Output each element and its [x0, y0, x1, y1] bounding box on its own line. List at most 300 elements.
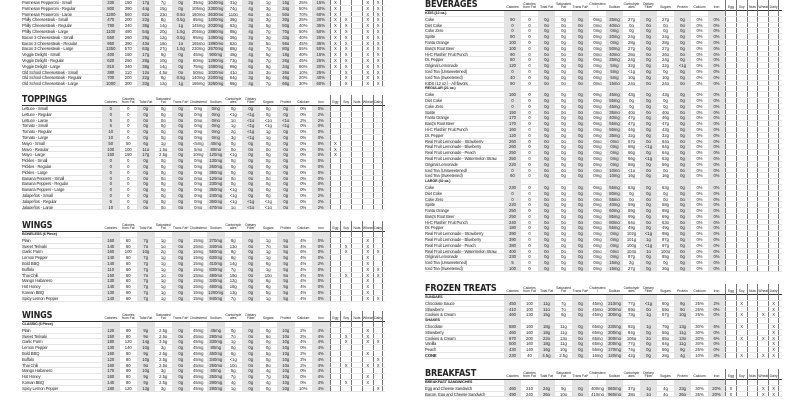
allergen-mark: [351, 261, 362, 266]
nutrient-value: 0g: [242, 351, 260, 356]
allergen-mark: [340, 193, 351, 198]
allergen-mark: [351, 6, 362, 11]
nutrient-value: 0g: [538, 28, 555, 33]
nutrient-value: 0g: [265, 175, 271, 181]
empty-cell: [572, 11, 589, 16]
empty-cell: [606, 11, 623, 16]
allergen-mark: [768, 249, 779, 254]
nutrient-value: 4g: [242, 29, 260, 34]
column-header: Calories from Fat: [523, 1, 536, 10]
nutrient-value: 150: [124, 152, 132, 158]
nutrient-value: 26g: [277, 58, 295, 63]
nutrient-value: 0g: [538, 17, 555, 22]
nutrient-value: 0g: [230, 106, 236, 111]
nutrient-value: 2g: [242, 0, 260, 5]
allergen-mark: [747, 237, 758, 242]
item-name: Barq's Root Beer: [425, 121, 455, 126]
nutrient-value: 0g: [137, 135, 155, 140]
allergen-mark: [747, 63, 758, 68]
nutrient-value: 250: [504, 150, 521, 155]
nutrient-value: 30%: [695, 329, 704, 335]
nutrient-value: 3250mg: [208, 81, 224, 86]
nutrient-value: 10mg: [606, 173, 623, 178]
empty-cell: [521, 11, 538, 16]
empty-cell: [555, 86, 572, 91]
nutrient-value: 0g: [674, 225, 691, 230]
allergen-mark: [736, 260, 747, 265]
nutrient-value: 0: [528, 51, 531, 57]
nutrient-value: 0g: [172, 123, 190, 128]
nutrient-value: 0: [504, 98, 521, 103]
nutrient-value: 7g: [137, 244, 155, 249]
column-header: Iron: [713, 374, 720, 379]
nutrient-value: 0: [528, 155, 531, 161]
nutrient-value: 0mg: [194, 192, 203, 198]
nutrient-value: 0g: [572, 69, 589, 74]
nutrient-value: 140: [124, 345, 132, 350]
nutrient-value: 0%: [708, 17, 725, 22]
nutrient-value: 2%: [300, 356, 307, 362]
nutrient-value: 500: [504, 341, 521, 346]
nutrient-value: 47g: [628, 115, 635, 121]
allergen-mark: [340, 6, 351, 11]
nutrient-value: 85g: [662, 254, 669, 260]
nutrient-value: 100: [504, 46, 521, 51]
nutrient-value: 0g: [277, 170, 295, 175]
allergen-mark: [351, 70, 362, 75]
nutrient-value: 0g: [674, 214, 691, 219]
nutrient-value: 950: [102, 41, 120, 46]
allergen-mark: [373, 374, 384, 379]
nutrient-value: 0g: [561, 39, 566, 45]
table-row: [22, 81, 385, 87]
column-header: Sodium: [608, 5, 621, 10]
nutrient-value: 35%: [312, 23, 330, 28]
nutrient-value: 0g: [561, 138, 566, 144]
nutrient-value: 150: [124, 0, 132, 5]
allergen-mark: [340, 345, 351, 350]
item-name: Real Fruit Lemonade - Strawberry: [425, 138, 484, 144]
allergen-mark: [736, 150, 747, 155]
nutrient-value: 66g: [277, 81, 295, 86]
allergen-mark: X: [340, 363, 351, 368]
allergen-mark: X: [330, 58, 341, 63]
table-row: [425, 392, 782, 398]
nutrient-value: 0g: [572, 115, 589, 120]
table-row: [22, 296, 385, 302]
nutrient-value: 0mg: [593, 266, 602, 271]
nutrient-value: 0g: [538, 63, 555, 68]
nutrient-value: 0g: [674, 208, 691, 213]
nutrient-value: 0mg: [593, 190, 602, 196]
nutrient-value: 0%: [300, 123, 307, 129]
allergen-mark: [757, 197, 768, 202]
allergen-mark: X: [768, 312, 779, 317]
nutrient-value: 0g: [640, 127, 657, 132]
column-header: Sodium: [210, 316, 222, 321]
allergen-mark: [362, 152, 373, 157]
nutrient-value: 10g: [277, 351, 295, 356]
empty-cell: [606, 318, 623, 323]
nutrient-value: 0g: [265, 327, 271, 333]
nutrient-value: 60%: [312, 12, 330, 17]
nutrient-value: 0%: [696, 63, 703, 68]
nutrient-value: 64g: [662, 150, 669, 155]
nutrient-value: 0mg: [194, 134, 203, 140]
empty-cell: [736, 179, 747, 184]
nutrient-value: <1g: [242, 129, 260, 134]
empty-cell: [747, 179, 758, 184]
allergen-mark: [736, 392, 747, 397]
nutrient-value: 7g: [137, 261, 155, 266]
nutrient-value: 1g: [265, 255, 271, 260]
allergen-mark: [747, 34, 758, 39]
allergen-mark: [757, 243, 768, 248]
nutrient-value: 0g: [242, 334, 260, 339]
column-header: Dairy: [373, 311, 384, 322]
nutrient-value: 0%: [696, 161, 703, 167]
allergen-mark: [747, 341, 758, 346]
item-name: Sweet Teriyaki: [22, 243, 47, 249]
allergen-mark: [725, 307, 736, 312]
nutrient-value: 0%: [708, 156, 725, 161]
allergen-mark: [340, 158, 351, 163]
nutrient-value: 9g: [674, 307, 691, 312]
nutrient-value: 0g: [572, 75, 589, 80]
empty-cell: [120, 322, 138, 327]
nutrient-value: 18g: [277, 52, 295, 57]
allergen-mark: X: [373, 64, 384, 69]
allergen-mark: [725, 75, 736, 80]
nutrient-value: 28g: [628, 39, 635, 45]
nutrient-value: 130mg: [207, 158, 225, 163]
allergen-mark: X: [373, 58, 384, 63]
nutrient-value: 4%: [312, 357, 330, 362]
nutrient-value: 0mg: [593, 103, 602, 109]
nutrient-value: 0g: [242, 141, 260, 146]
item-name: Korean BBQ: [22, 379, 45, 385]
nutrient-value: 24g: [662, 57, 669, 63]
nutrient-value: 55mg: [592, 347, 603, 352]
nutrient-value: 0g: [538, 121, 555, 126]
nutrient-value: 0g: [137, 129, 155, 134]
nutrient-value: 7g: [137, 255, 155, 260]
nutrient-value: 940mg: [207, 296, 225, 301]
nutrient-value: 0%: [696, 213, 703, 219]
allergen-mark: X: [330, 29, 341, 34]
allergen-mark: [736, 23, 747, 28]
allergen-mark: X: [373, 357, 384, 362]
nutrient-value: 38g: [628, 391, 635, 397]
nutrient-value: 28g: [662, 352, 669, 358]
empty-cell: [589, 295, 606, 300]
nutrient-value: 240: [504, 220, 521, 225]
empty-cell: [640, 380, 657, 385]
column-header: Trans Fat*: [572, 5, 589, 10]
nutrient-value: 0%: [708, 202, 725, 207]
allergen-mark: [757, 57, 768, 62]
nutrient-value: <1g: [242, 205, 260, 210]
nutrient-value: 58g: [628, 161, 635, 167]
nutrient-value: 1g: [160, 272, 166, 278]
nutrient-value: 27g: [628, 16, 635, 22]
empty-cell: [538, 380, 555, 385]
nutrient-value: 6g: [265, 278, 271, 284]
allergen-mark: [725, 63, 736, 68]
nutrient-value: 20mg: [606, 34, 623, 39]
nutrient-value: 17g: [137, 0, 155, 5]
nutrient-value: 12g: [159, 81, 167, 86]
empty-cell: [277, 232, 295, 237]
nutrient-value: 0%: [696, 39, 703, 45]
nutrient-value: 0mg: [593, 92, 602, 97]
nutrient-value: 38g: [137, 23, 155, 28]
allergen-mark: X: [340, 23, 351, 28]
allergen-mark: [768, 121, 779, 126]
column-header: Carbohydrates: [623, 1, 640, 10]
nutrient-value: 0g: [172, 170, 190, 175]
nutrient-value: 0: [528, 115, 531, 121]
allergen-mark: [768, 28, 779, 33]
allergen-mark: [747, 386, 758, 391]
nutrient-value: 0g: [538, 220, 555, 225]
allergen-mark: [373, 261, 384, 266]
nutrient-value: 15mg: [193, 260, 204, 266]
group-label: SUNDAES: [425, 295, 443, 299]
nutrient-value: 450mg: [207, 351, 225, 356]
nutrient-value: 0g: [242, 284, 260, 289]
empty-cell: [757, 318, 768, 323]
item-name: Real Fruit Lemonade - Peach: [425, 242, 476, 248]
allergen-mark: [725, 336, 736, 341]
nutrient-value: 37g: [628, 385, 635, 391]
empty-cell: [504, 179, 521, 184]
nutrient-value: 130: [526, 312, 533, 318]
nutrient-value: 0g: [265, 169, 271, 175]
nutrient-value: 380: [102, 70, 120, 75]
nutrient-value: 240: [526, 391, 533, 397]
nutrient-value: 60: [125, 295, 131, 301]
nutrient-value: 0%: [708, 92, 725, 97]
allergen-mark: X: [362, 6, 373, 11]
nutrient-value: 1g: [160, 289, 166, 295]
nutrient-value: 0mg: [593, 39, 602, 45]
allergen-mark: X: [362, 81, 373, 86]
nutrient-value: 0mg: [194, 175, 203, 181]
allergen-mark: [768, 139, 779, 144]
allergen-mark: [757, 133, 768, 138]
allergen-mark: [373, 205, 384, 210]
nutrient-value: 65mg: [592, 323, 603, 329]
allergen-mark: X: [768, 392, 779, 397]
nutrient-value: 0g: [137, 106, 155, 111]
nutrient-value: 17g: [137, 152, 155, 157]
nutrient-value: <1g: [640, 144, 657, 149]
nutrient-value: 0%: [312, 238, 330, 243]
empty-cell: [674, 318, 691, 323]
allergen-mark: [330, 386, 341, 391]
nutrient-value: 56g: [662, 161, 669, 167]
nutrient-value: 0: [102, 158, 120, 163]
nutrient-value: 140: [102, 255, 120, 260]
nutrient-value: 7g: [265, 57, 271, 63]
nutrient-value: 60g: [662, 300, 669, 306]
empty-cell: [555, 318, 572, 323]
section-title: TOPPINGS: [22, 94, 68, 105]
empty-cell: [538, 11, 555, 16]
nutrient-value: 170mg: [606, 347, 623, 352]
nutrient-value: 5: [102, 118, 120, 123]
column-header: Trans Fat*: [172, 100, 189, 105]
empty-cell: [589, 179, 606, 184]
nutrient-value: 2%: [312, 205, 330, 210]
column-header: Wheat: [757, 369, 768, 380]
nutrient-value: 0g: [137, 170, 155, 175]
nutrient-value: 0g: [640, 121, 657, 126]
nutrient-value: 0g: [172, 106, 190, 111]
nutrient-value: 56g: [277, 41, 295, 46]
allergen-mark: [725, 208, 736, 213]
allergen-mark: [330, 380, 341, 385]
empty-cell: [538, 318, 555, 323]
allergen-mark: [747, 243, 758, 248]
column-header: Sugars: [660, 5, 671, 10]
empty-cell: [691, 318, 708, 323]
nutrient-value: 5g: [242, 58, 260, 63]
nutrient-value: 0%: [696, 208, 703, 213]
nutrient-value: 0g: [640, 307, 657, 312]
nutrient-value: 0g: [561, 45, 566, 51]
nutrient-value: 195mg: [191, 81, 205, 86]
empty-cell: [725, 295, 736, 300]
nutrient-value: 100: [504, 40, 521, 45]
nutrient-value: 45mg: [606, 92, 623, 97]
empty-cell: [768, 295, 779, 300]
nutrient-value: 0: [528, 57, 531, 63]
nutrient-value: 15mg: [193, 237, 204, 243]
allergen-mark: [340, 135, 351, 140]
allergen-mark: [768, 173, 779, 178]
allergen-mark: X: [362, 261, 373, 266]
nutrient-value: 0g: [674, 46, 691, 51]
nutrient-value: 0g: [538, 115, 555, 120]
nutrient-value: 0g: [172, 339, 190, 344]
nutrient-value: 160: [102, 363, 120, 368]
allergen-mark: [725, 237, 736, 242]
nutrient-value: 30%: [312, 17, 330, 22]
allergen-mark: [747, 249, 758, 254]
nutrient-value: 250: [124, 57, 132, 63]
nutrient-value: 390: [124, 40, 132, 46]
empty-cell: [155, 322, 173, 327]
nutrient-value: 0g: [674, 104, 691, 109]
nutrient-value: 2%: [312, 118, 330, 123]
allergen-mark: [768, 191, 779, 196]
nutrient-value: 0mg: [606, 249, 623, 254]
nutrient-value: 0g: [572, 307, 589, 312]
nutrient-value: 1.5g: [159, 146, 168, 152]
nutrient-value: 64g: [628, 219, 635, 225]
empty-cell: [736, 295, 747, 300]
allergen-mark: [768, 57, 779, 62]
nutrient-value: 0%: [312, 296, 330, 301]
empty-cell: [137, 232, 155, 237]
nutrient-value: 0%: [312, 158, 330, 163]
nutrient-value: 410mg: [591, 391, 604, 397]
allergen-mark: [351, 278, 362, 283]
allergen-mark: [736, 81, 747, 86]
nutrient-value: 0g: [561, 68, 566, 74]
nutrient-value: 0: [127, 111, 130, 117]
nutrient-value: 8g: [561, 312, 566, 318]
nutrient-value: 0g: [561, 97, 566, 103]
nutrient-value: 2.5g: [159, 333, 168, 339]
empty-cell: [225, 232, 243, 237]
nutrient-value: 0g: [572, 52, 589, 57]
allergen-mark: [725, 92, 736, 97]
nutrient-value: 0%: [312, 244, 330, 249]
nutrient-value: 0%: [300, 175, 307, 181]
allergen-mark: [757, 104, 768, 109]
item-name: Garlic Parm: [22, 339, 43, 345]
allergen-mark: [725, 260, 736, 265]
nutrient-value: 0%: [708, 266, 725, 271]
nutrient-value: 7g: [561, 300, 566, 306]
nutrient-value: 0mg: [593, 126, 602, 132]
nutrient-value: 0g: [172, 152, 190, 157]
nutrient-value: 0g: [230, 158, 236, 163]
allergen-mark: X: [736, 336, 747, 341]
nutrient-value: 7g: [137, 238, 155, 243]
nutrient-value: 2%: [312, 112, 330, 117]
column-header: Iron: [317, 226, 324, 231]
allergen-mark: [725, 220, 736, 225]
nutrient-value: 0g: [561, 22, 566, 28]
nutrient-value: 35mg: [606, 110, 623, 115]
empty-cell: [708, 380, 725, 385]
empty-cell: [657, 295, 674, 300]
item-name: Jalapeños - Large: [22, 204, 53, 210]
nutrient-value: <1g: [242, 199, 260, 204]
nutrient-value: 170: [504, 121, 521, 126]
nutrient-value: 38g: [229, 34, 237, 40]
item-name: Barq's Root Beer: [425, 45, 455, 51]
allergen-mark: [351, 249, 362, 254]
column-header: Cholesterol: [589, 285, 606, 294]
column-header: Calcium: [693, 374, 706, 379]
column-header: Carbohydrates: [225, 222, 242, 231]
section-title: BREAKFAST: [425, 368, 477, 379]
allergen-mark: [362, 158, 373, 163]
nutrient-value: 0: [528, 132, 531, 138]
nutrient-value: 2g: [242, 70, 260, 75]
nutrient-value: 0g: [629, 190, 634, 196]
nutrient-value: 26g: [628, 51, 635, 57]
allergen-mark: X: [373, 339, 384, 344]
allergen-mark: X: [330, 52, 341, 57]
allergen-mark: [351, 23, 362, 28]
nutrient-value: 46g: [277, 75, 295, 80]
nutrient-value: 0g: [538, 144, 555, 149]
nutrient-value: 60: [125, 266, 131, 272]
allergen-mark: [725, 40, 736, 45]
allergen-mark: X: [373, 35, 384, 40]
nutrient-value: 0g: [663, 28, 668, 34]
nutrient-value: 200mg: [606, 307, 623, 312]
nutrient-value: 5mg: [606, 75, 623, 80]
column-header: Protein: [677, 374, 688, 379]
nutrient-value: 80: [125, 368, 131, 374]
